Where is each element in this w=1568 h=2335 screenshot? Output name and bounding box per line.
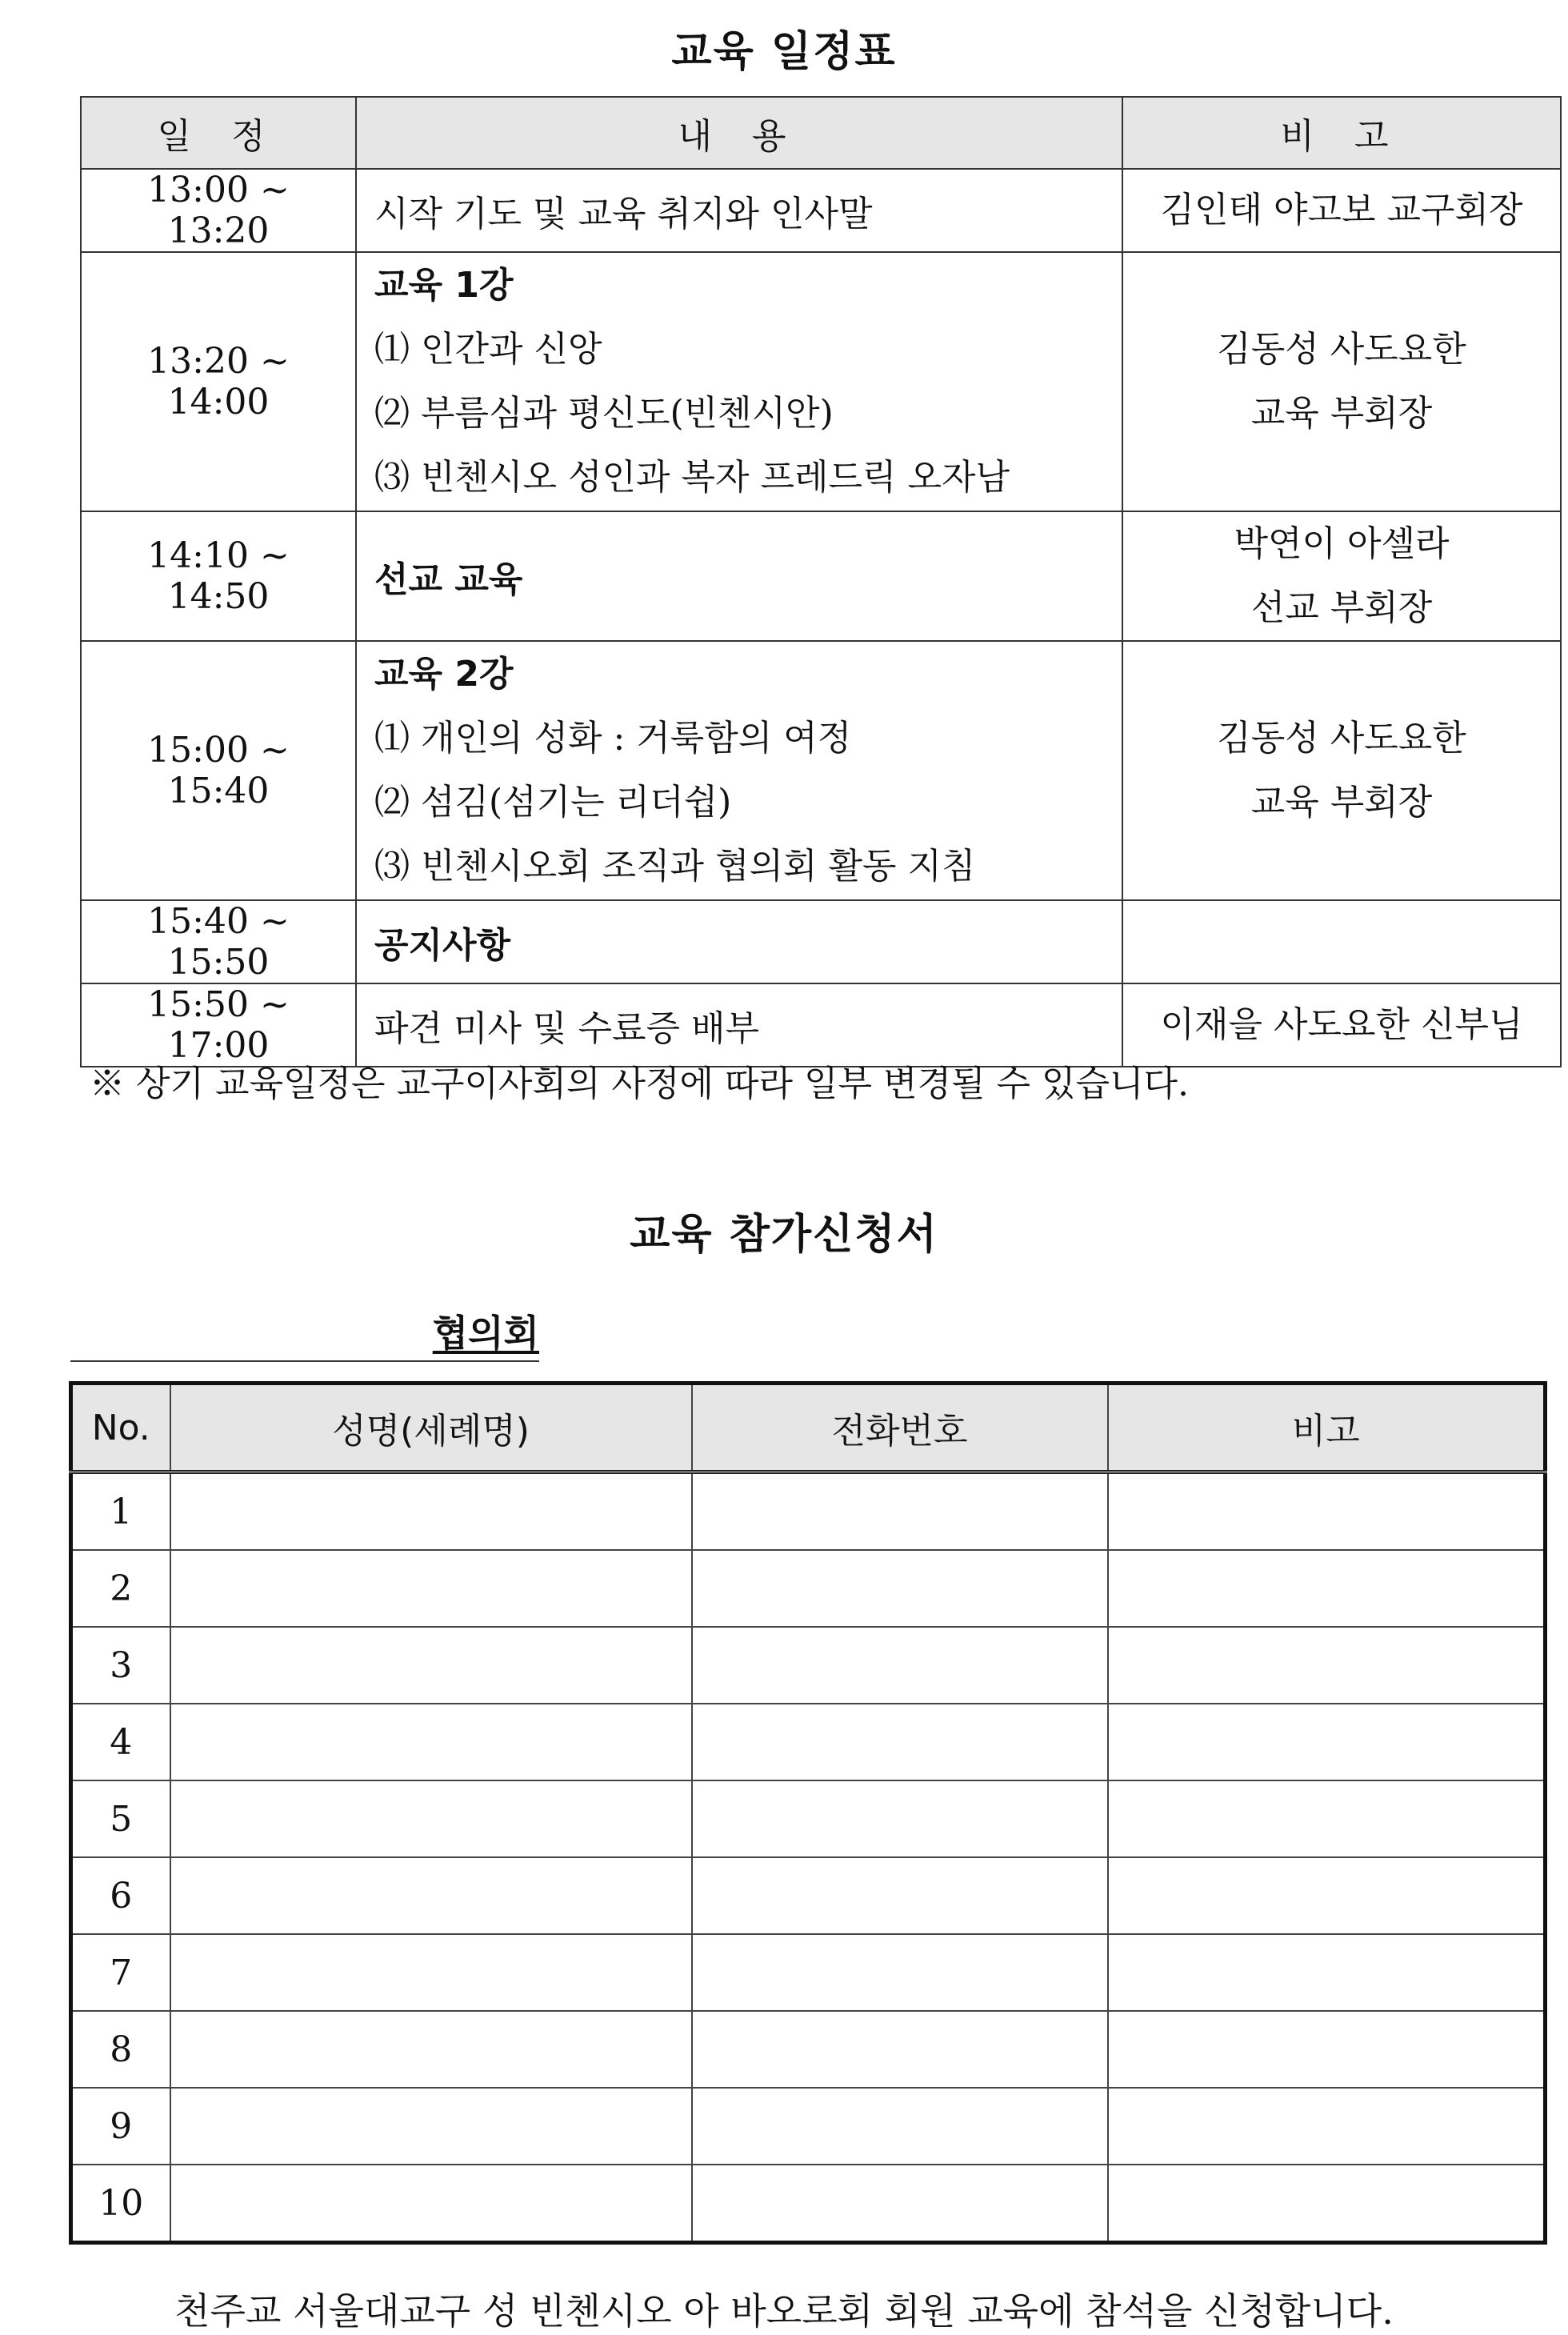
table-row — [71, 1472, 1546, 1551]
row-number: 7 — [71, 1934, 170, 2011]
row-number: 5 — [71, 1780, 170, 1857]
note-cell — [1122, 900, 1561, 983]
name-field[interactable] — [170, 1472, 692, 1551]
time-cell: 13:00 ~ 13:20 — [81, 169, 356, 252]
table-row — [71, 2011, 1546, 2088]
content-cell — [356, 169, 1122, 252]
header-content: 내 용 — [356, 97, 1122, 169]
header-no: No. — [71, 1384, 170, 1472]
note-cell — [1122, 511, 1561, 641]
content-cell — [356, 641, 1122, 900]
closing-statement: 천주교 서울대교구 성 빈첸시오 아 바오로회 회원 교육에 참석을 신청합니다. — [174, 2289, 1394, 2333]
row-number: 8 — [71, 2011, 170, 2088]
remark-field[interactable] — [1108, 1704, 1546, 1780]
row-number: 4 — [71, 1704, 170, 1780]
phone-field[interactable] — [692, 1780, 1108, 1857]
name-field[interactable] — [170, 1704, 692, 1780]
table-row — [71, 2088, 1546, 2165]
row-number: 1 — [71, 1472, 170, 1551]
table-row — [81, 511, 1561, 641]
table-row — [81, 900, 1561, 983]
name-field[interactable] — [170, 1550, 692, 1627]
application-header-row — [71, 1384, 1546, 1472]
note-line: 김동성 사도요한 — [1217, 718, 1466, 759]
row-number: 2 — [71, 1550, 170, 1627]
table-row — [71, 1780, 1546, 1857]
note-cell — [1122, 169, 1561, 252]
time-cell: 15:50 ~ 17:00 — [81, 983, 356, 1067]
note-line: 김인태 야고보 교구회장 — [1160, 190, 1523, 230]
name-field[interactable] — [170, 1780, 692, 1857]
note-line: 교육 부회장 — [1250, 782, 1433, 823]
note-cell — [1122, 252, 1561, 511]
phone-field[interactable] — [692, 1627, 1108, 1704]
name-field[interactable] — [170, 2165, 692, 2243]
phone-field[interactable] — [692, 1704, 1108, 1780]
content-item: ⑴ 인간과 신앙 — [374, 329, 602, 370]
content-item: ⑵ 섬김(섬기는 리더쉽) — [374, 782, 732, 823]
time-cell: 15:40 ~ 15:50 — [81, 900, 356, 983]
remark-field[interactable] — [1108, 1550, 1546, 1627]
phone-field[interactable] — [692, 2088, 1108, 2165]
name-field[interactable] — [170, 2011, 692, 2088]
table-row — [71, 2165, 1546, 2243]
council-field[interactable] — [70, 1312, 539, 1362]
schedule-table — [80, 96, 1562, 1067]
table-row — [71, 1627, 1546, 1704]
content-cell — [356, 252, 1122, 511]
table-row — [71, 1857, 1546, 1934]
table-row — [71, 1550, 1546, 1627]
content-heading: 파견 미사 및 수료증 배부 — [374, 1008, 759, 1049]
application-table — [69, 1381, 1547, 2245]
content-item: ⑴ 개인의 성화 : 거룩함의 여정 — [374, 718, 852, 759]
header-phone: 전화번호 — [692, 1384, 1108, 1472]
note-line: 김동성 사도요한 — [1217, 329, 1466, 370]
header-remark: 비고 — [1108, 1384, 1546, 1472]
table-row — [71, 1934, 1546, 2011]
schedule-header-row — [81, 97, 1561, 169]
name-field[interactable] — [170, 2088, 692, 2165]
note-line: 박연이 아셀라 — [1234, 523, 1450, 564]
row-number: 3 — [71, 1627, 170, 1704]
remark-field[interactable] — [1108, 1934, 1546, 2011]
time-cell: 14:10 ~ 14:50 — [81, 511, 356, 641]
remark-field[interactable] — [1108, 1780, 1546, 1857]
content-item: ⑵ 부름심과 평신도(빈첸시안) — [374, 393, 834, 434]
note-line: 교육 부회장 — [1250, 393, 1433, 434]
table-row — [71, 1704, 1546, 1780]
schedule-title: 교육 일정표 — [671, 28, 897, 76]
phone-field[interactable] — [692, 1857, 1108, 1934]
content-item: ⑶ 빈첸시오회 조직과 협의회 활동 지침 — [374, 846, 976, 887]
row-number: 6 — [71, 1857, 170, 1934]
content-heading: 선교 교육 — [374, 559, 523, 600]
row-number: 9 — [71, 2088, 170, 2165]
application-title: 교육 참가신청서 — [630, 1211, 938, 1259]
phone-field[interactable] — [692, 1934, 1108, 2011]
content-heading: 공지사항 — [374, 925, 511, 966]
name-field[interactable] — [170, 1857, 692, 1934]
content-heading: 시작 기도 및 교육 취지와 인사말 — [374, 194, 873, 234]
table-row — [81, 169, 1561, 252]
schedule-footnote: ※ 상기 교육일정은 교구이사회의 사정에 따라 일부 변경될 수 있습니다. — [90, 1063, 1189, 1104]
remark-field[interactable] — [1108, 1627, 1546, 1704]
remark-field[interactable] — [1108, 2088, 1546, 2165]
header-date: 일 정 — [81, 97, 356, 169]
header-name: 성명(세례명) — [170, 1384, 692, 1472]
content-item: ⑶ 빈첸시오 성인과 복자 프레드릭 오자남 — [374, 457, 1010, 498]
header-note: 비 고 — [1122, 97, 1561, 169]
row-number: 10 — [71, 2165, 170, 2243]
content-cell — [356, 511, 1122, 641]
table-row — [81, 252, 1561, 511]
name-field[interactable] — [170, 1627, 692, 1704]
remark-field[interactable] — [1108, 2011, 1546, 2088]
phone-field[interactable] — [692, 1550, 1108, 1627]
remark-field[interactable] — [1108, 2165, 1546, 2243]
note-cell — [1122, 641, 1561, 900]
remark-field[interactable] — [1108, 1472, 1546, 1551]
phone-field[interactable] — [692, 2165, 1108, 2243]
note-line: 선교 부회장 — [1250, 587, 1433, 628]
table-row — [81, 641, 1561, 900]
name-field[interactable] — [170, 1934, 692, 2011]
phone-field[interactable] — [692, 1472, 1108, 1551]
council-label: 협의회 — [432, 1312, 539, 1355]
phone-field[interactable] — [692, 2011, 1108, 2088]
note-line: 이재을 사도요한 신부님 — [1160, 1004, 1523, 1045]
content-heading: 교육 2강 — [374, 654, 514, 695]
remark-field[interactable] — [1108, 1857, 1546, 1934]
content-heading: 교육 1강 — [374, 265, 514, 306]
time-cell: 13:20 ~ 14:00 — [81, 252, 356, 511]
time-cell: 15:00 ~ 15:40 — [81, 641, 356, 900]
content-cell — [356, 900, 1122, 983]
